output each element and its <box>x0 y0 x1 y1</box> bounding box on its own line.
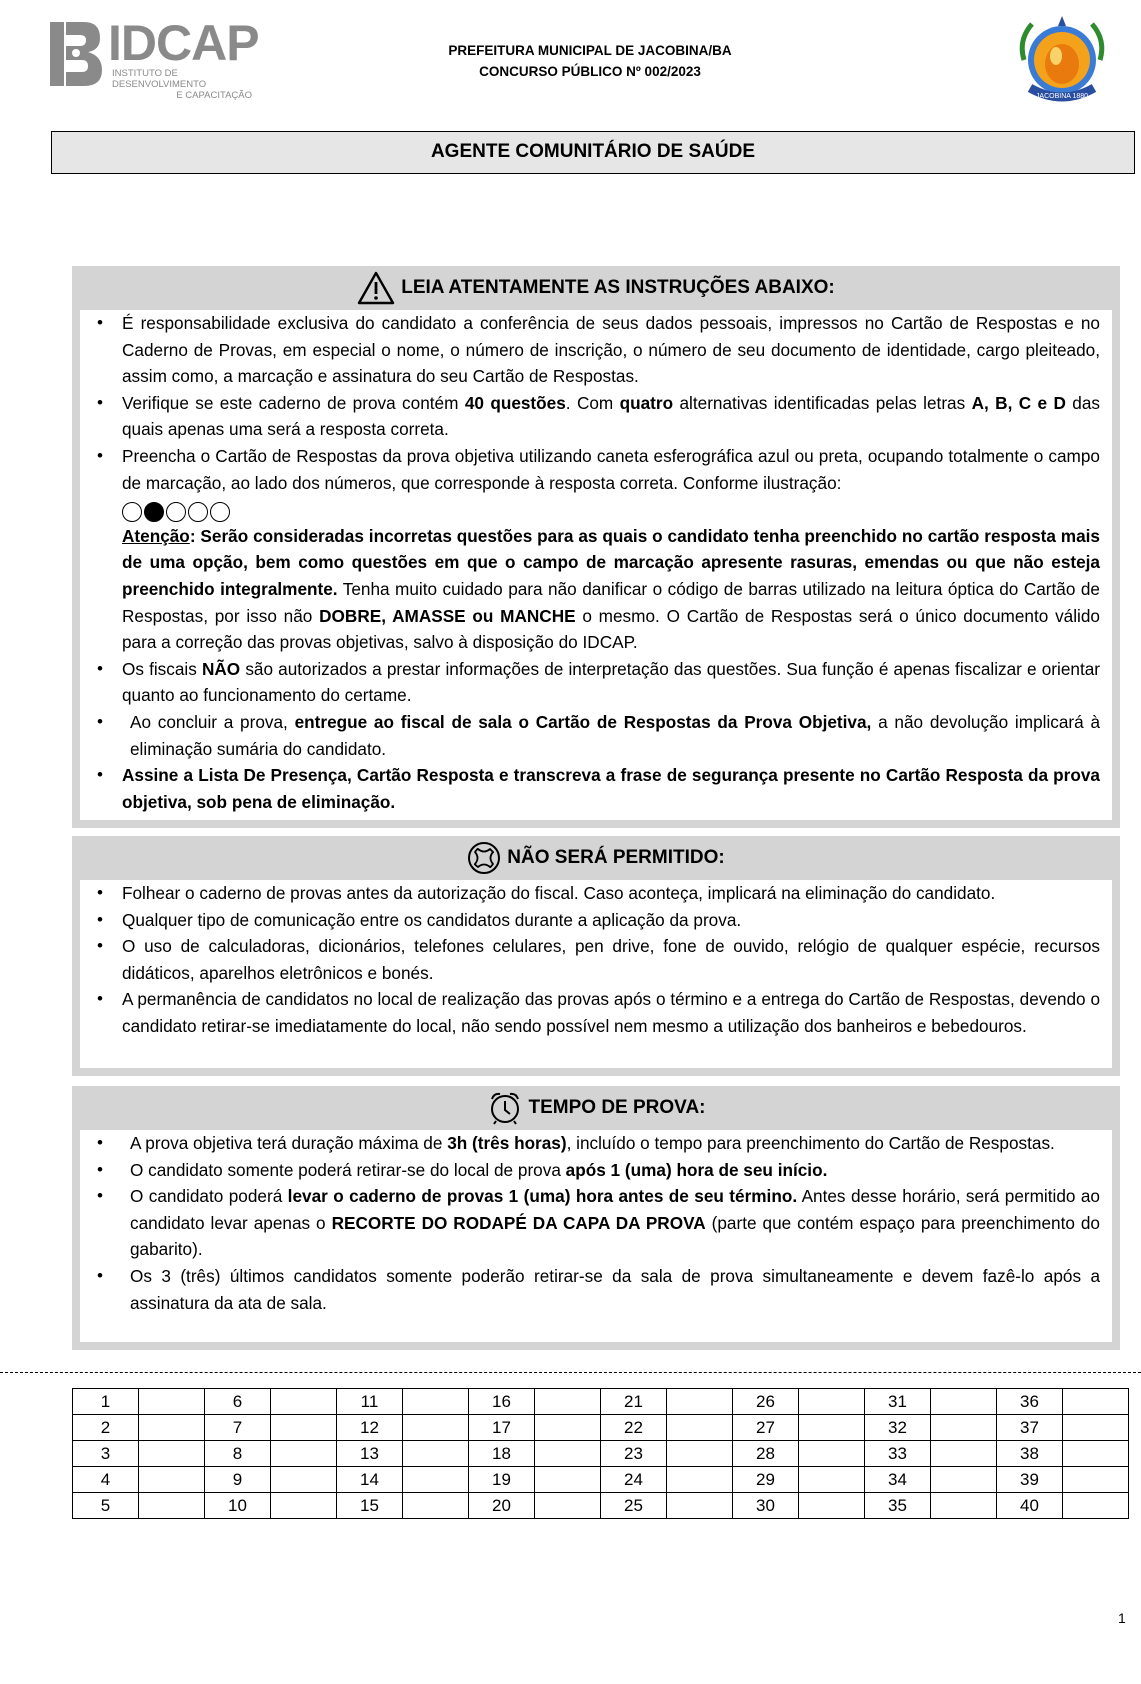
answer-blank-cell[interactable] <box>931 1441 997 1467</box>
answer-blank-cell[interactable] <box>1063 1415 1129 1441</box>
question-number-cell: 16 <box>469 1389 535 1415</box>
idcap-logo-sub-line2: E CAPACITAÇÃO <box>176 90 252 101</box>
answer-blank-cell[interactable] <box>139 1441 205 1467</box>
forbidden-title <box>72 836 1120 880</box>
answer-blank-cell[interactable] <box>403 1389 469 1415</box>
time-item: • A prova objetiva terá duração máxima de 3h (três horas), incluído o tempo para preenchimento do Cartão de Respostas. <box>122 1130 1100 1157</box>
answer-blank-cell[interactable] <box>799 1441 865 1467</box>
question-number-cell: 34 <box>865 1467 931 1493</box>
question-number-cell: 6 <box>205 1389 271 1415</box>
idcap-logo-name: IDCAP <box>108 15 259 71</box>
question-number-cell: 20 <box>469 1493 535 1519</box>
idcap-logo <box>50 15 265 101</box>
organization-title <box>380 40 800 82</box>
question-number-cell: 4 <box>73 1467 139 1493</box>
instructions-list <box>80 310 1112 815</box>
warning-icon <box>357 271 395 305</box>
answer-blank-cell[interactable] <box>271 1441 337 1467</box>
answer-blank-cell[interactable] <box>403 1441 469 1467</box>
answer-blank-cell[interactable] <box>667 1389 733 1415</box>
question-number-cell: 11 <box>337 1389 403 1415</box>
question-number-cell: 19 <box>469 1467 535 1493</box>
answer-grid-row <box>73 1441 1129 1467</box>
forbidden-item: • A permanência de candidatos no local de realização das provas após o término e a entrega do Cartão de Respostas, devendo o candidato retirar-se imediatamente do local, não sendo possível nem mesmo a utilização dos banheiros e bebedouros. <box>122 986 1100 1039</box>
answer-blank-cell[interactable] <box>271 1467 337 1493</box>
question-number-cell: 35 <box>865 1493 931 1519</box>
instruction-item: • Ao concluir a prova, entregue ao fiscal de sala o Cartão de Respostas da Prova Objetiva, a não devolução implicará à eliminação sumária do candidato. <box>122 709 1100 762</box>
page-number: 1 <box>1118 1610 1126 1626</box>
instruction-item: • Assine a Lista De Presença, Cartão Resposta e transcreva a frase de segurança presente no Cartão Resposta da prova objetiva, sob pena de eliminação. <box>122 762 1100 815</box>
question-number-cell: 8 <box>205 1441 271 1467</box>
question-number-cell: 2 <box>73 1415 139 1441</box>
instructions-panel <box>72 266 1120 828</box>
answer-blank-cell[interactable] <box>931 1467 997 1493</box>
question-number-cell: 39 <box>997 1467 1063 1493</box>
page-header <box>0 0 1141 110</box>
jacobina-seal <box>1012 10 1112 105</box>
question-number-cell: 33 <box>865 1441 931 1467</box>
answer-blank-cell[interactable] <box>271 1493 337 1519</box>
answer-blank-cell[interactable] <box>799 1493 865 1519</box>
question-number-cell: 26 <box>733 1389 799 1415</box>
answer-grid-row <box>73 1493 1129 1519</box>
seal-text: JACOBINA 1880 <box>1035 93 1089 100</box>
instructions-body <box>80 310 1112 820</box>
question-number-cell: 23 <box>601 1441 667 1467</box>
answer-blank-cell[interactable] <box>535 1467 601 1493</box>
answer-blank-cell[interactable] <box>667 1415 733 1441</box>
question-number-cell: 17 <box>469 1415 535 1441</box>
question-number-cell: 24 <box>601 1467 667 1493</box>
instruction-item: • É responsabilidade exclusiva do candidato a conferência de seus dados pessoais, impressos no Cartão de Respostas e no Caderno de Provas, em especial o nome, o número de inscrição, o número de seu documento de identidade, cargo pleiteado, assim como, a marcação e assinatura do seu Cartão de Respostas. <box>122 310 1100 390</box>
question-number-cell: 10 <box>205 1493 271 1519</box>
question-number-cell: 27 <box>733 1415 799 1441</box>
idcap-logo-mark <box>50 20 102 88</box>
answer-blank-cell[interactable] <box>403 1467 469 1493</box>
org-line-2: CONCURSO PÚBLICO Nº 002/2023 <box>479 64 701 79</box>
forbidden-item: • O uso de calculadoras, dicionários, telefones celulares, pen drive, fone de ouvido, relógio de qualquer espécie, recursos didáticos, aparelhos eletrônicos e bonés. <box>122 933 1100 986</box>
question-number-cell: 29 <box>733 1467 799 1493</box>
question-number-cell: 12 <box>337 1415 403 1441</box>
answer-blank-cell[interactable] <box>139 1415 205 1441</box>
instructions-title-text: LEIA ATENTAMENTE AS INSTRUÇÕES ABAIXO: <box>401 277 835 298</box>
job-role-title: AGENTE COMUNITÁRIO DE SAÚDE <box>51 131 1135 174</box>
attention-label: Atenção <box>122 525 190 546</box>
question-number-cell: 38 <box>997 1441 1063 1467</box>
answer-blank-cell[interactable] <box>139 1493 205 1519</box>
answer-blank-cell[interactable] <box>1063 1389 1129 1415</box>
answer-blank-cell[interactable] <box>139 1389 205 1415</box>
answer-blank-cell[interactable] <box>667 1441 733 1467</box>
answer-blank-cell[interactable] <box>931 1493 997 1519</box>
answer-blank-cell[interactable] <box>271 1389 337 1415</box>
answer-blank-cell[interactable] <box>535 1389 601 1415</box>
empty-bubble-icon <box>188 502 208 522</box>
question-number-cell: 3 <box>73 1441 139 1467</box>
empty-bubble-icon <box>210 502 230 522</box>
answer-blank-cell[interactable] <box>799 1467 865 1493</box>
answer-grid-row <box>73 1415 1129 1441</box>
question-number-cell: 36 <box>997 1389 1063 1415</box>
answer-blank-cell[interactable] <box>139 1467 205 1493</box>
answer-blank-cell[interactable] <box>1063 1467 1129 1493</box>
time-list <box>80 1130 1112 1316</box>
time-item: • Os 3 (três) últimos candidatos somente poderão retirar-se da sala de prova simultaneamente e devem fazê-lo após a assinatura da ata de sala. <box>122 1263 1100 1316</box>
prohibited-icon <box>467 841 501 875</box>
question-number-cell: 7 <box>205 1415 271 1441</box>
forbidden-list <box>80 880 1112 1040</box>
filled-bubble-icon <box>144 502 164 522</box>
idcap-logo-sub-line1: INSTITUTO DE DESENVOLVIMENTO <box>112 68 207 90</box>
time-body <box>80 1130 1112 1342</box>
answer-blank-cell[interactable] <box>931 1415 997 1441</box>
time-title <box>72 1086 1120 1130</box>
answer-blank-cell[interactable] <box>535 1415 601 1441</box>
cut-line <box>0 1372 1141 1373</box>
answer-blank-cell[interactable] <box>667 1467 733 1493</box>
question-number-cell: 31 <box>865 1389 931 1415</box>
instruction-item: • Os fiscais NÃO são autorizados a prestar informações de interpretação das questões. Sua função é apenas fiscalizar e orientar quanto ao funcionamento do certame. <box>122 656 1100 709</box>
answer-blank-cell[interactable] <box>535 1493 601 1519</box>
time-panel <box>72 1086 1120 1350</box>
question-number-cell: 32 <box>865 1415 931 1441</box>
forbidden-panel <box>72 836 1120 1076</box>
answer-blank-cell[interactable] <box>931 1389 997 1415</box>
empty-bubble-icon <box>166 502 186 522</box>
answer-blank-cell[interactable] <box>1063 1493 1129 1519</box>
question-number-cell: 1 <box>73 1389 139 1415</box>
question-number-cell: 21 <box>601 1389 667 1415</box>
answer-blank-cell[interactable] <box>1063 1441 1129 1467</box>
instruction-item: • Verifique se este caderno de prova contém 40 questões. Com quatro alternativas identificadas pelas letras A, B, C e D das quais apenas uma será a resposta correta. <box>122 390 1100 443</box>
answer-blank-cell[interactable] <box>403 1415 469 1441</box>
question-number-cell: 25 <box>601 1493 667 1519</box>
answer-blank-cell[interactable] <box>799 1415 865 1441</box>
question-number-cell: 5 <box>73 1493 139 1519</box>
question-number-cell: 37 <box>997 1415 1063 1441</box>
forbidden-item: • Qualquer tipo de comunicação entre os candidatos durante a aplicação da prova. <box>122 907 1100 934</box>
question-number-cell: 22 <box>601 1415 667 1441</box>
forbidden-title-text: NÃO SERÁ PERMITIDO: <box>507 847 725 868</box>
instructions-title <box>72 266 1120 310</box>
answer-grid-row <box>73 1389 1129 1415</box>
time-item: • O candidato poderá levar o caderno de provas 1 (uma) hora antes de seu término. Antes desse horário, será permitido ao candidato levar apenas o RECORTE DO RODAPÉ DA CAPA DA PROVA (parte que contém espaço para preenchimento do gabarito). <box>122 1183 1100 1263</box>
time-item: • O candidato somente poderá retirar-se do local de prova após 1 (uma) hora de seu início. <box>122 1157 1100 1184</box>
question-number-cell: 30 <box>733 1493 799 1519</box>
question-number-cell: 13 <box>337 1441 403 1467</box>
answer-blank-cell[interactable] <box>799 1389 865 1415</box>
answer-grid-row <box>73 1467 1129 1493</box>
question-number-cell: 28 <box>733 1441 799 1467</box>
answer-blank-cell[interactable] <box>667 1493 733 1519</box>
question-number-cell: 14 <box>337 1467 403 1493</box>
alarm-clock-icon <box>487 1090 523 1126</box>
answer-blank-cell[interactable] <box>403 1493 469 1519</box>
question-number-cell: 18 <box>469 1441 535 1467</box>
forbidden-item: • Folhear o caderno de provas antes da autorização do fiscal. Caso aconteça, implicará na eliminação do candidato. <box>122 880 1100 907</box>
org-line-1: PREFEITURA MUNICIPAL DE JACOBINA/BA <box>448 43 732 58</box>
answer-blank-cell[interactable] <box>271 1415 337 1441</box>
answer-blank-cell[interactable] <box>535 1441 601 1467</box>
question-number-cell: 9 <box>205 1467 271 1493</box>
question-number-cell: 15 <box>337 1493 403 1519</box>
empty-bubble-icon <box>122 502 142 522</box>
idcap-logo-subtitle <box>112 68 272 101</box>
instruction-item: • Preencha o Cartão de Respostas da prova objetiva utilizando caneta esferográfica azul ou preta, ocupando totalmente o campo de marcação, ao lado dos números, que corresponde à resposta correta. Conforme ilustração: Atenção: Serão consideradas incorretas questões para as quais o candidato tenha preenchido no cartão resposta mais de uma opção, bem como questões em que o campo de marcação apresente rasuras, emendas ou que não esteja preenchido integralmente. Tenha muito cuidado para não danificar o código de barras utilizado na leitura óptica do Cartão de Respostas, por isso não DOBRE, AMASSE ou MANCHE o mesmo. O Cartão de Respostas será o único documento válido para a correção das provas objetivas, salvo à disposição do IDCAP. <box>122 443 1100 656</box>
marking-illustration <box>122 502 230 522</box>
answer-grid <box>72 1388 1129 1519</box>
forbidden-body <box>80 880 1112 1068</box>
question-number-cell: 40 <box>997 1493 1063 1519</box>
time-title-text: TEMPO DE PROVA: <box>528 1097 706 1118</box>
